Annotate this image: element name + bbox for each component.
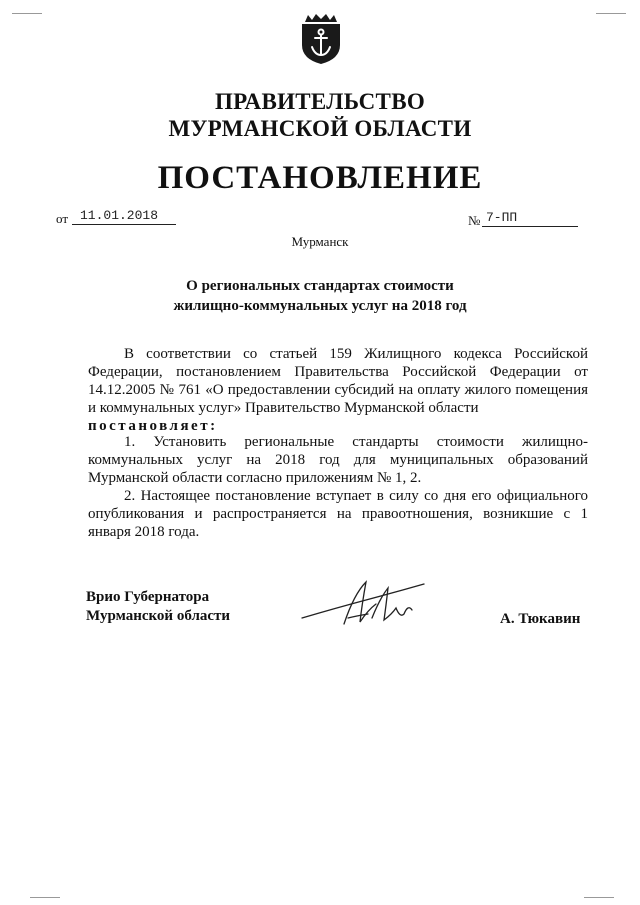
crop-mark-bottom-right xyxy=(584,897,614,898)
intro-paragraph xyxy=(88,345,588,435)
document-date: 11.01.2018 xyxy=(80,208,159,223)
subject-line1: О региональных стандартах стоимости xyxy=(186,278,454,294)
document-number: 7-ПП xyxy=(486,210,518,225)
crop-mark-bottom-left xyxy=(30,897,60,898)
item-1-paragraph: 1. Установить региональные стандарты стоимости жилищно-коммунальных услуг на 2018 год для муниципальных образований Мурманской области согласно приложениям № 1, 2. xyxy=(88,434,588,486)
item-2-paragraph: 2. Настоящее постановление вступает в силу со дня его официального опубликования и распространяется на правоотношения, возникшие с 1 января 2018 года. xyxy=(88,488,588,540)
intro-text: В соответствии со статьей 159 Жилищного кодекса Российской Федерации, постановлением Правительства Российской Федерации от 14.12.2005 № 761 «О предоставлении субсидий на оплату жилого помещения и коммунальных услуг» Правительство Мурманской области xyxy=(88,346,588,416)
date-underline xyxy=(72,224,176,225)
number-underline xyxy=(482,226,578,227)
city-name: Мурманск xyxy=(291,234,349,249)
crop-mark-top-right xyxy=(596,13,626,14)
signatory-name: А. Тюкавин xyxy=(500,611,581,627)
resolves-keyword: постановляет: xyxy=(88,418,218,434)
signatory-position-line1: Врио Губернатора xyxy=(86,589,210,605)
crop-mark-top-left xyxy=(12,13,42,14)
document-type-title: ПОСТАНОВЛЕНИЕ xyxy=(157,160,483,196)
coat-of-arms-emblem xyxy=(299,13,343,70)
number-prefix: № xyxy=(468,213,481,228)
subject-line2: жилищно-коммунальных услуг на 2018 год xyxy=(173,298,467,314)
handwritten-signature xyxy=(296,574,436,639)
org-name-line1: ПРАВИТЕЛЬСТВО xyxy=(214,89,426,114)
signatory-position-line2: Мурманской области xyxy=(86,608,231,624)
org-name-line2: МУРМАНСКОЙ ОБЛАСТИ xyxy=(168,116,472,141)
date-prefix: от xyxy=(56,211,69,226)
